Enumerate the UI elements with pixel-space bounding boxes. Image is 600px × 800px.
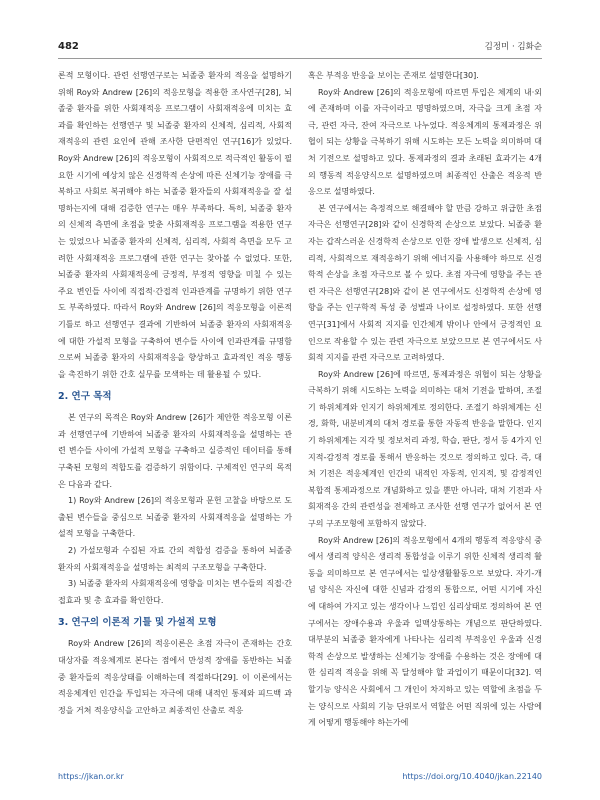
journal-url-link[interactable]: https://jkan.or.kr [58, 772, 124, 781]
body-paragraph: 혹은 부적응 반응을 보이는 존재로 설명한다[30]. [308, 71, 479, 80]
purpose-item-2: 2) 가설모형과 수집된 자료 간의 적합성 검증을 통하여 뇌졸중 환자의 사회재적응을 설명하는 최적의 구조모형을 구축한다. [58, 546, 292, 572]
section-heading-theoretical-framework: 3. 연구의 이론적 기틀 및 가설적 모형 [58, 617, 217, 629]
body-paragraph: 본 연구에서는 측정적으로 해결해야 할 만큼 강하고 위급한 초점 자극은 선행연구[28]와 같이 신경학적 손상으로 보았다. 뇌졸중 환자는 갑작스러운 신경학적 손상으로 인한 장애 발생으로 신체적, 심리적, 사회적으로 재적응하기 위해 에너지를 사용해야 하므로 신경학적 손상을 초점 자극으로 볼 수 있다. 초점 자극에 영향을 주는 관련 자극은 선행연구[28]와 같이 본 연구에서도 신경학적 손상에 영향을 주는 인구학적 특성 중 성별과 나이로 설정하였다. 또한 선행연구[31]에서 사회적 지지를 인간체계 밖이나 안에서 긍정적인 요인으로 작용할 수 있는 관련 자극으로 보았으므로 본 연구에서도 사회적 지지를 관련 자극으로 고려하였다. [308, 203, 542, 363]
body-paragraph: Roy와 Andrew [26]에 따르면, 통제과정은 위협이 되는 상황을 극복하기 위해 시도하는 노력을 의미하는 대처 기전을 말하며, 조절기 하위체계와 인지기 하위체계로 정의한다. 조절기 하위체계는 신경, 화학, 내분비계의 대처 경로를 통한 자동적 반응을 말한다. 인지기 하위체계는 지각 및 정보처리 과정, 학습, 판단, 정서 등 4가지 인지적-감정적 경로를 통해서 반응하는 것으로 정의하고 있다. 즉, 대처 기전은 적응체계인 인간의 내적인 자동적, 인지적, 및 감정적인 복합적 통제과정으로 개념화하고 있을 뿐만 아니라, 대처 기전과 사회재적응 간의 관련성을 전제하고 조사한 선행 연구가 없어서 본 연구의 구조모형에 포함하지 않았다. [308, 369, 542, 529]
section-heading-research-purpose: 2. 연구 목적 [58, 391, 112, 403]
body-paragraph: 론적 모형이다. 관련 선행연구로는 뇌졸중 환자의 적응을 설명하기 위해 Roy와 Andrew [26]의 적응모형을 적용한 조사연구[28], 뇌졸중 환자를 위한 사회재적응 프로그램이 사회재적응에 미치는 효과를 확인하는 선행연구 및 뇌졸중 환자의 신체적, 심리적, 사회적 재적응의 관련 요인에 관해 조사한 단편적인 연구[16]가 있었다. Roy와 Andrew [26]의 적응모형이 사회적으로 적극적인 활동이 필요한 시기에 예상치 않은 신경학적 손상에 따른 신체기능 장애를 극복하고 사회로 복귀해야 하는 뇌졸중 환자들의 사회재적응을 잘 설명하는지에 대해 검증한 연구는 매우 부족하다. 특히, 뇌졸중 환자의 신체적 측면에 초점을 맞춘 사회재적응 프로그램을 적용한 연구는 있었으나 뇌졸중 환자의 신체적, 심리적, 사회적 측면을 모두 고려한 사회재적응 프로그램에 관한 연구는 찾아볼 수 없었다. 또한, 뇌졸중 환자의 사회재적응에 긍정적, 부정적 영향을 미칠 수 있는 주요 변인들 사이에 직접적·간접적 인과관계를 규명하기 위한 연구도 부족하였다. 따라서 Roy와 Andrew [26]의 적응모형을 이론적 기틀로 하고 선행연구 결과에 기반하여 뇌졸중 환자의 사회재적응에 대한 가설적 모형을 구축하여 변수들 사이에 인과관계를 규명함으로써 뇌졸중 환자의 사회재적응을 향상하고 효과적인 적응 행동을 촉진하기 위한 간호 실무를 모색하는 데 활용될 수 있다. [58, 71, 292, 379]
header-divider [58, 58, 542, 59]
running-head-authors: 김정미 · 김화순 [484, 42, 542, 52]
body-paragraph: Roy와 Andrew [26]의 적응모형에 따르면 투입은 체계의 내·외에 존재하며 이를 자극이라고 명명하였으며, 자극을 크게 초점 자극, 관련 자극, 잔여 자극으로 나누었다. 적응체계의 통제과정은 위협이 되는 상황을 극복하기 위해 시도하는 모든 노력을 의미하며 대처 기전으로 설명하고 있다. 통제과정의 결과 초래된 효과기는 4개의 행동적 적응양식으로 설명하였으며 최종적인 산출은 적응적 반응으로 설명하였다. [308, 87, 542, 197]
right-column [308, 68, 542, 732]
left-column [58, 68, 292, 719]
purpose-item-1: 1) Roy와 Andrew [26]의 적응모형과 문헌 고찰을 바탕으로 도출된 변수들을 중심으로 뇌졸중 환자의 사회재적응을 설명하는 가설적 모형을 구축한다. [58, 496, 292, 539]
body-paragraph: Roy와 Andrew [26]의 적응모형에서 4개의 행동적 적응양식 중에서 생리적 양식은 생리적 통합성을 이루기 위한 신체적 생리적 활동을 의미하므로 본 연구에서는 일상생활활동으로 보았다. 자기-개념 양식은 자신에 대한 신념과 감정의 통합으로, 어떤 시기에 자신에 대하여 가지고 있는 생각이나 느낌인 심리상태로 정의하여 본 연구에서는 장애수용과 우울과 일맥상통하는 개념으로 판단하였다. 대부분의 뇌졸중 환자에게 나타나는 심리적 부적응인 우울과 신경학적 손상으로 발생하는 신체기능 장애를 수용하는 것은 장애에 대한 심리적 적응을 위해 꼭 달성해야 할 과업이기 때문이다[32]. 역할기능 양식은 사회에서 그 개인이 차지하고 있는 역할에 초점을 두는 양식으로 사회의 기능 단위로서 역할은 어떤 직위에 있는 사람에게 어떻게 행동해야 하는가에 [308, 535, 542, 728]
body-paragraph: Roy와 Andrew [26]의 적응이론은 초점 자극이 존재하는 간호대상자를 적응체계로 본다는 점에서 만성적 장애를 동반하는 뇌졸중 환자들의 적응상태를 이해하는데 적절하다[29]. 이 이론에서는 적응체계인 인간을 투입되는 자극에 대해 내적인 통제와 피드백 과정을 거쳐 적응양식을 고안하고 최종적인 산출로 적응 [58, 639, 292, 715]
body-paragraph: 본 연구의 목적은 Roy와 Andrew [26]가 제안한 적응모형 이론과 선행연구에 기반하여 뇌졸중 환자의 사회재적응을 설명하는 관련 변수들 사이에 가설적 모형을 구축하고 실증적인 데이터를 통해 구축된 모형의 적합도를 검증하기 위함이다. 구체적인 연구의 목적은 다음과 같다. [58, 413, 292, 489]
page-footer [58, 772, 542, 781]
page-number: 482 [58, 40, 79, 52]
doi-link[interactable]: https://doi.org/10.4040/jkan.22140 [402, 772, 542, 781]
purpose-item-3: 3) 뇌졸중 환자의 사회재적응에 영향을 미치는 변수들의 직접·간접효과 및 총 효과를 확인한다. [58, 579, 292, 605]
page-header [58, 37, 542, 55]
